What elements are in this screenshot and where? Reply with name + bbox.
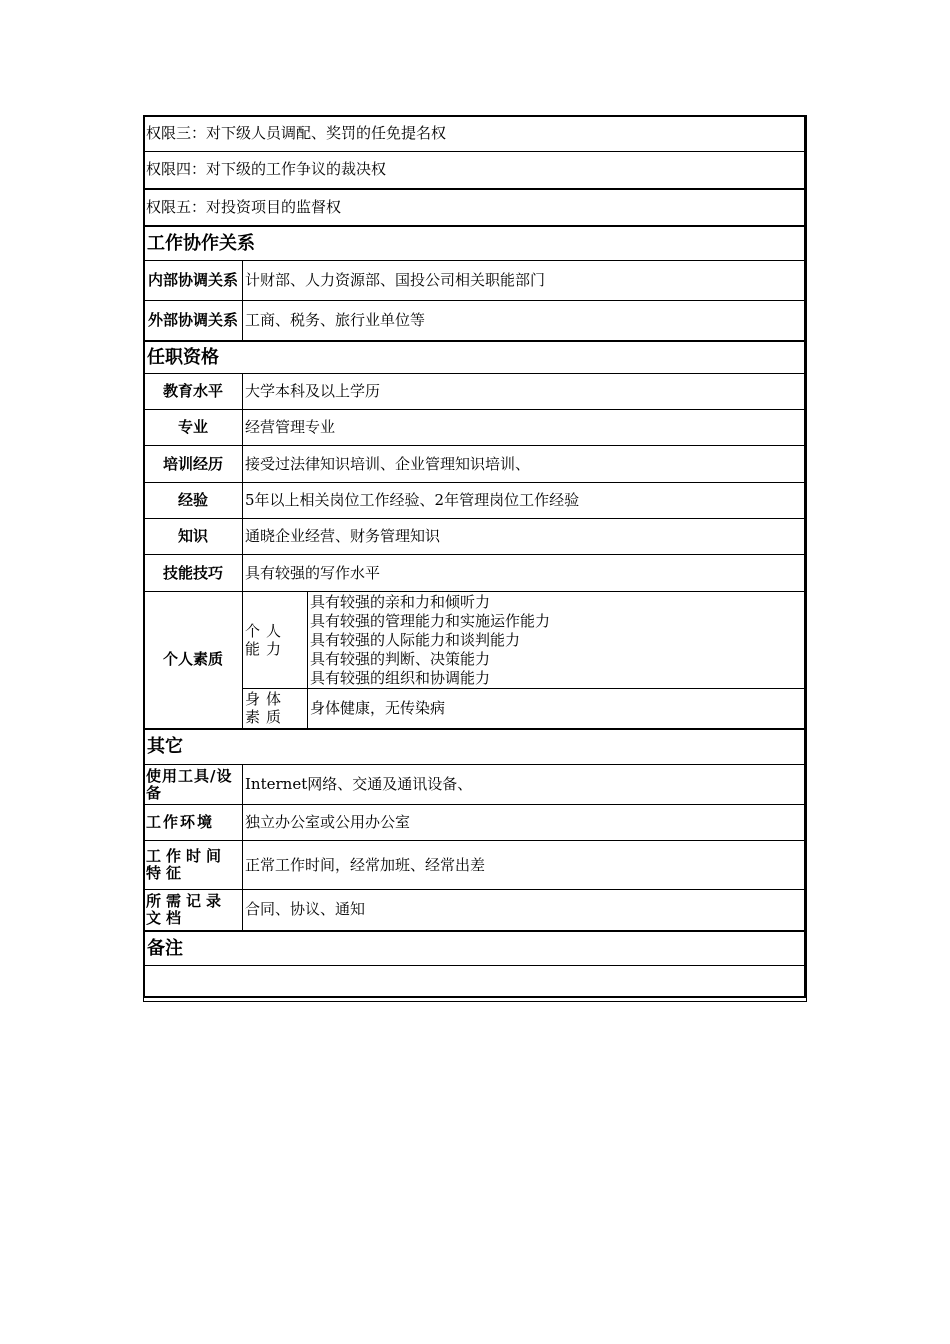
job-description-table [143,115,807,1002]
tools-row [144,765,807,805]
records-row [144,890,807,931]
internal-coordination-label: 内部协调关系 [144,261,243,301]
training-value: 接受过法律知识培训、企业管理知识培训、 [243,446,807,483]
job-description-sheet [143,115,806,1002]
training-label: 培训经历 [144,446,243,483]
authority-row-5 [144,189,807,226]
section-title-collaboration: 工作协作关系 [144,226,807,261]
section-other [144,729,807,765]
ability-item: 具有较强的人际能力和谈判能力 [310,630,521,649]
ability-item: 具有较强的管理能力和实施运作能力 [310,611,551,630]
personal-ability-label: 个人能力 [243,592,308,689]
education-value: 大学本科及以上学历 [243,374,807,410]
environment-row [144,805,807,841]
remarks-value [144,966,807,1002]
internal-coordination-value: 计财部、人力资源部、国投公司相关职能部门 [243,261,807,301]
training-row [144,446,807,483]
external-coordination-label: 外部协调关系 [144,301,243,341]
records-value: 合同、协议、通知 [243,890,807,931]
experience-value: 5年以上相关岗位工作经验、2年管理岗位工作经验 [243,483,807,519]
external-coordination-row [144,301,807,341]
authority-row-4 [144,152,807,189]
worktime-label: 工作时间特征 [144,841,243,890]
authority-4-text: 权限四：对下级的工作争议的裁决权 [144,152,807,189]
worktime-row [144,841,807,890]
authority-row-3 [144,116,807,152]
section-collaboration [144,226,807,261]
skills-label: 技能技巧 [144,555,243,592]
external-coordination-value: 工商、税务、旅行业单位等 [243,301,807,341]
physical-quality-label: 身体素质 [243,689,308,729]
remarks-row [144,966,807,1002]
authority-3-text: 权限三：对下级人员调配、奖罚的任免提名权 [144,116,807,152]
education-row [144,374,807,410]
authority-5-text: 权限五：对投资项目的监督权 [144,189,807,226]
environment-label: 工作环境 [144,805,243,841]
ability-item: 具有较强的组织和协调能力 [310,668,491,687]
section-title-qualifications: 任职资格 [144,341,807,374]
environment-value: 独立办公室或公用办公室 [243,805,807,841]
physical-quality-row [144,689,807,729]
records-label: 所需记录文档 [144,890,243,931]
major-label: 专业 [144,410,243,446]
section-title-remarks: 备注 [144,931,807,966]
major-row [144,410,807,446]
experience-row [144,483,807,519]
internal-coordination-row [144,261,807,301]
major-value: 经营管理专业 [243,410,807,446]
experience-label: 经验 [144,483,243,519]
tools-value: Internet网络、交通及通讯设备、 [243,765,807,805]
section-qualifications [144,341,807,374]
knowledge-label: 知识 [144,519,243,555]
personal-ability-row [144,592,807,689]
skills-value: 具有较强的写作水平 [243,555,807,592]
ability-item: 具有较强的亲和力和倾听力 [310,592,491,611]
skills-row [144,555,807,592]
knowledge-value: 通晓企业经营、财务管理知识 [243,519,807,555]
worktime-value: 正常工作时间，经常加班、经常出差 [243,841,807,890]
section-title-other: 其它 [144,729,807,765]
physical-quality-value: 身体健康，无传染病 [308,689,807,729]
section-remarks [144,931,807,966]
ability-item: 具有较强的判断、决策能力 [310,649,491,668]
education-label: 教育水平 [144,374,243,410]
tools-label: 使用工具/设备 [144,765,243,805]
knowledge-row [144,519,807,555]
personal-ability-list [308,592,807,689]
personal-quality-label: 个人素质 [144,592,243,729]
